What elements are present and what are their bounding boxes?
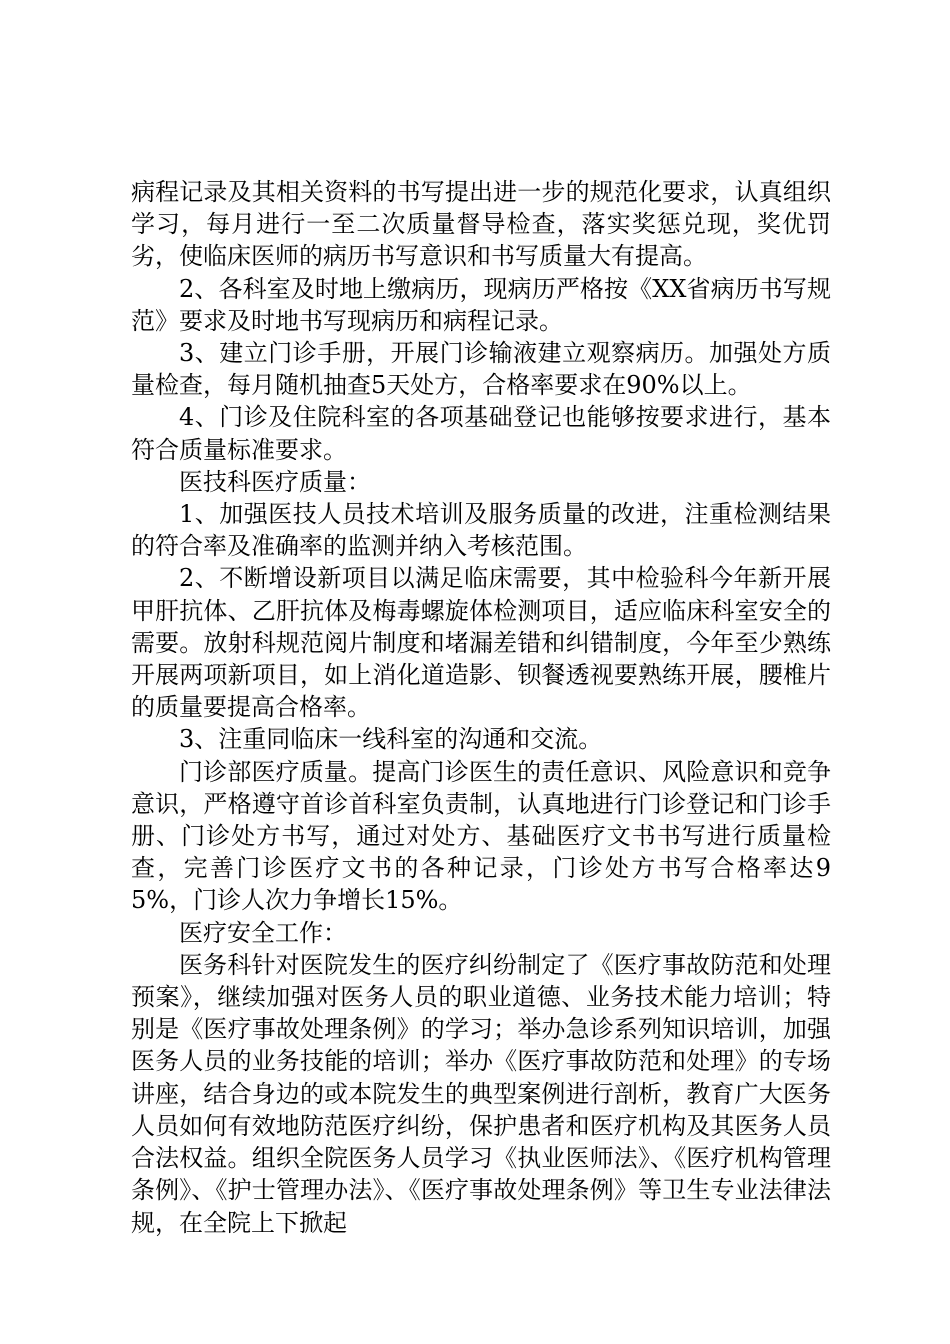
section-heading-medtech-quality: 医技科医疗质量： (179, 467, 371, 496)
paragraph-2: 2、各科室及时地上缴病历，现病历严格按《XX省病历书写规范》要求及时地书写现病历和病程记录。 (131, 274, 831, 335)
paragraph-outpatient-quality: 门诊部医疗质量。提高门诊医生的责任意识、风险意识和竞争意识，严格遵守首诊首科室负责制，认真地进行门诊登记和门诊手册、门诊处方书写，通过对处方、基础医疗文书书写进行质量检查，完善门诊医疗文书的各种记录，门诊处方书写合格率达95%，门诊人次力争增长15%。 (131, 757, 831, 915)
section-heading-medical-safety: 医疗安全工作： (179, 918, 347, 947)
paragraph-6: 1、加强医技人员技术培训及服务质量的改进，注重检测结果的符合率及准确率的监测并纳入考核范围。 (131, 500, 831, 561)
paragraph-4: 4、门诊及住院科室的各项基础登记也能够按要求进行，基本符合质量标准要求。 (131, 403, 831, 464)
paragraph-8: 3、注重同临床一线科室的沟通和交流。 (179, 725, 603, 754)
paragraph-1: 病程记录及其相关资料的书写提出进一步的规范化要求，认真组织学习，每月进行一至二次质量督导检查，落实奖惩兑现，奖优罚劣，使临床医师的病历书写意识和书写质量大有提高。 (131, 178, 831, 271)
paragraph-3: 3、建立门诊手册，开展门诊输液建立观察病历。加强处方质量检查，每月随机抽查5天处方，合格率要求在90%以上。 (131, 339, 831, 400)
document-body (131, 176, 831, 1239)
paragraph-7: 2、不断增设新项目以满足临床需要，其中检验科今年新开展甲肝抗体、乙肝抗体及梅毒螺旋体检测项目，适应临床科室安全的需要。放射科规范阅片制度和堵漏差错和纠错制度，今年至少熟练开展两项新项目，如上消化道造影、钡餐透视要熟练开展，腰椎片的质量要提高合格率。 (131, 564, 831, 722)
paragraph-11: 医务科针对医院发生的医疗纠纷制定了《医疗事故防范和处理预案》，继续加强对医务人员的职业道德、业务技术能力培训；特别是《医疗事故处理条例》的学习；举办急诊系列知识培训，加强医务人员的业务技能的培训；举办《医疗事故防范和处理》的专场讲座，结合身边的或本院发生的典型案例进行剖析，教育广大医务人员如何有效地防范医疗纠纷，保护患者和医疗机构及其医务人员合法权益。组织全院医务人员学习《执业医师法》、《医疗机构管理条例》、《护士管理办法》、《医疗事故处理条例》等卫生专业法律法规，在全院上下掀起 (131, 950, 831, 1237)
